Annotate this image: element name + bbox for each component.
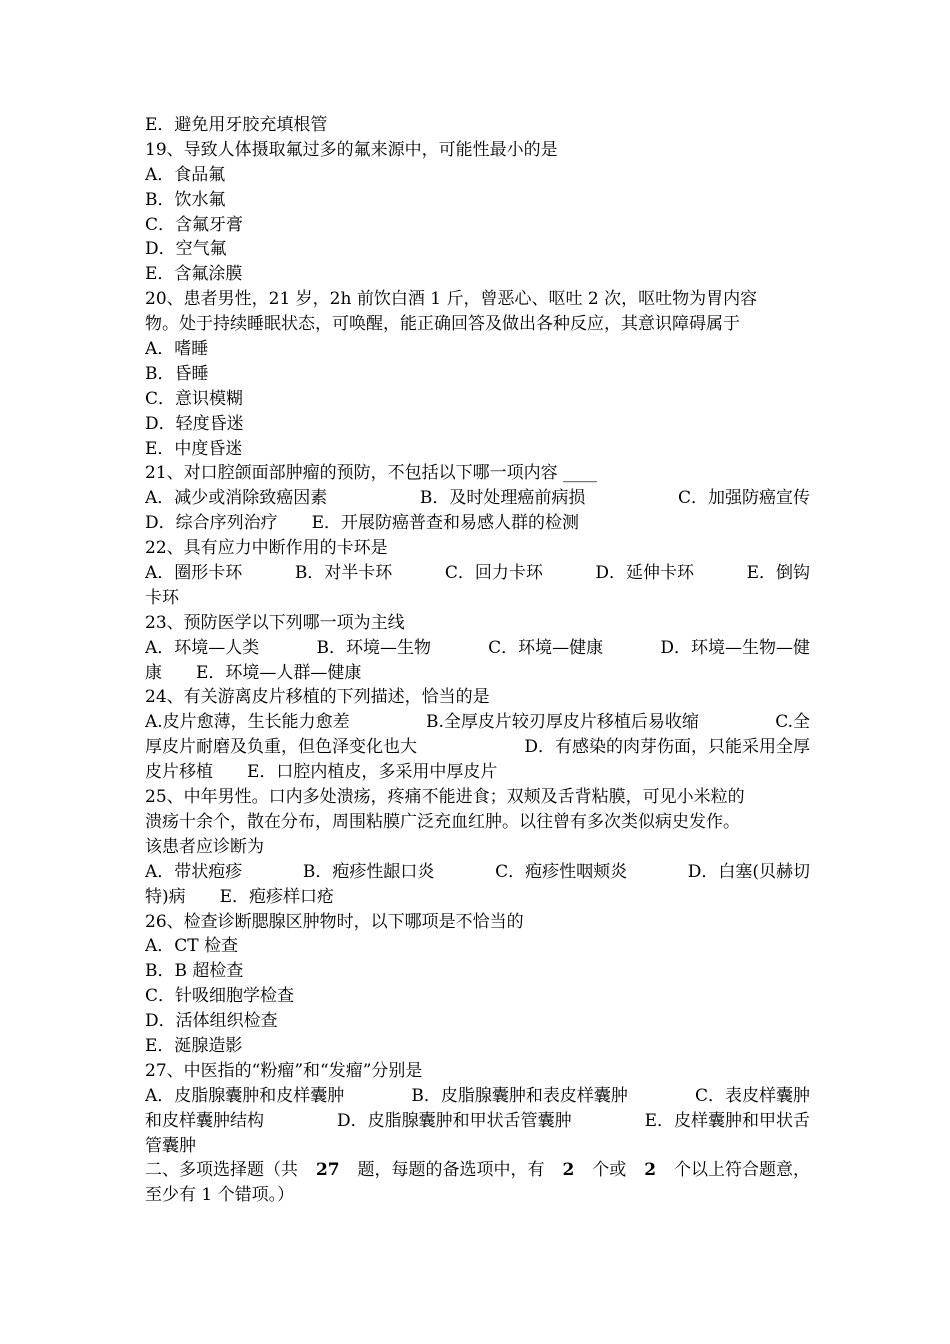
option-a: A．圈形卡环 xyxy=(145,563,243,584)
option-d: D．白塞(贝赫切 xyxy=(687,861,810,882)
option-b: B．疱疹性龈口炎 xyxy=(302,861,435,882)
question-25: 25、中年男性。口内多处溃疡，疼痛不能进食；双颊及舌背粘膜，可见小米粒的 xyxy=(145,787,745,808)
option-c-cont: 和皮样囊肿结构 xyxy=(145,1110,264,1131)
option-a: A．皮脂腺囊肿和皮样囊肿 xyxy=(145,1085,345,1106)
options-row: D．综合序列治疗 E．开展防癌普查和易感人群的检测 xyxy=(145,513,580,534)
options-row xyxy=(145,1084,810,1109)
section-count: 27 xyxy=(315,1160,340,1181)
option-line: E．避免用牙胶充填根管 xyxy=(145,115,328,135)
question-25-cont: 溃疡十余个，散在分布，周围粘膜广泛充血红肿。以往曾有多次类似病史发作。 xyxy=(145,811,740,832)
option-b: B.全厚皮片较刃厚皮片移植后易收缩 xyxy=(425,712,699,733)
section-text: 题，每题的备选项中，有 xyxy=(357,1160,545,1181)
section-heading xyxy=(145,1158,810,1183)
option-line: A．食品氟 xyxy=(145,164,226,185)
section-number: 2 xyxy=(644,1160,657,1181)
question-21: 21、对口腔颌面部肿瘤的预防，不包括以下哪一项内容 ____ xyxy=(145,463,598,484)
option-a: A．环境—人类 xyxy=(145,637,260,658)
section-heading-cont: 至少有 1 个错项。） xyxy=(145,1185,295,1206)
option-line: D．空气氟 xyxy=(145,239,227,260)
options-row xyxy=(145,735,810,760)
option-b: B．环境—生物 xyxy=(316,637,431,658)
option-line: C．意识模糊 xyxy=(145,388,244,409)
option-d: D．延伸卡环 xyxy=(595,563,695,584)
option-a: A．减少或消除致癌因素 xyxy=(145,488,328,509)
options-row-cont: 管囊肿 xyxy=(145,1135,196,1156)
option-b: B．皮脂腺囊肿和表皮样囊肿 xyxy=(411,1085,628,1106)
question-24: 24、有关游离皮片移植的下列描述，恰当的是 xyxy=(145,687,490,708)
option-c: C．环境—健康 xyxy=(488,637,604,658)
options-row xyxy=(145,561,810,586)
option-line: E．含氟涂膜 xyxy=(145,264,243,285)
section-number: 2 xyxy=(562,1160,575,1181)
option-line: E．中度昏迷 xyxy=(145,438,243,459)
option-d: D．环境—生物—健 xyxy=(660,637,810,658)
question-23: 23、预防医学以下列哪一项为主线 xyxy=(145,612,405,633)
option-a: A．带状疱疹 xyxy=(145,861,243,882)
option-line: D．轻度昏迷 xyxy=(145,413,244,434)
option-c-cont: 厚皮片耐磨及负重，但色泽变化也大 xyxy=(145,737,417,758)
option-e: E．皮样囊肿和甲状舌 xyxy=(644,1110,810,1131)
option-a: A.皮片愈薄，生长能力愈差 xyxy=(145,712,350,733)
options-row-cont: 卡环 xyxy=(145,587,179,608)
option-line: C．含氟牙膏 xyxy=(145,214,244,235)
option-c: C．表皮样囊肿 xyxy=(694,1085,810,1106)
section-text: 个或 xyxy=(592,1160,627,1181)
options-row xyxy=(145,860,810,885)
option-line: D．活体组织检查 xyxy=(145,1011,278,1032)
options-row-cont: 康 E．环境—人群—健康 xyxy=(145,662,362,683)
question-20: 20、患者男性，21 岁，2h 前饮白酒 1 斤，曾恶心、呕吐 2 次，呕吐物为胃内容 xyxy=(145,289,758,310)
section-text: 个以上符合题意， xyxy=(673,1160,810,1181)
document-page xyxy=(145,113,810,1208)
question-22: 22、具有应力中断作用的卡环是 xyxy=(145,538,388,559)
question-20-cont: 物。处于持续睡眠状态，可唤醒，能正确回答及做出各种反应，其意识障碍属于 xyxy=(145,314,740,335)
section-text: 二、多项选择题（共 xyxy=(145,1160,298,1181)
option-b: B．及时处理癌前病损 xyxy=(419,488,586,509)
question-19: 19、导致人体摄取氟过多的氟来源中，可能性最小的是 xyxy=(145,139,558,160)
option-e: E．倒钩 xyxy=(746,563,810,584)
option-line: A．嗜睡 xyxy=(145,339,209,360)
question-26: 26、检查诊断腮腺区肿物时，以下哪项是不恰当的 xyxy=(145,911,524,932)
option-line: B．B 超检查 xyxy=(145,961,244,982)
option-c: C．回力卡环 xyxy=(444,563,543,584)
option-d: D．有感染的肉芽伤面，只能采用全厚 xyxy=(524,737,810,758)
option-line: B．饮水氟 xyxy=(145,189,226,210)
option-c: C.全 xyxy=(775,712,810,733)
option-line: E．涎腺造影 xyxy=(145,1035,243,1056)
options-row xyxy=(145,710,810,735)
option-line: C．针吸细胞学检查 xyxy=(145,986,295,1007)
options-row xyxy=(145,636,810,661)
question-25-cont: 该患者应诊断为 xyxy=(145,836,264,857)
options-row-cont: 皮片移植 E．口腔内植皮，多采用中厚皮片 xyxy=(145,762,498,783)
option-c: C．疱疹性咽颊炎 xyxy=(495,861,628,882)
options-row-cont: 特)病 E．疱疹样口疮 xyxy=(145,886,335,907)
options-row xyxy=(145,1109,810,1134)
option-d: D．皮脂腺囊肿和甲状舌管囊肿 xyxy=(336,1110,572,1131)
option-line: A．CT 检查 xyxy=(145,936,239,957)
question-27: 27、中医指的“粉瘤”和“发瘤”分别是 xyxy=(145,1060,423,1081)
option-line: B．昏睡 xyxy=(145,363,209,384)
option-b: B．对半卡环 xyxy=(294,563,393,584)
option-c: C．加强防癌宣传 xyxy=(677,488,810,509)
options-row xyxy=(145,486,810,511)
